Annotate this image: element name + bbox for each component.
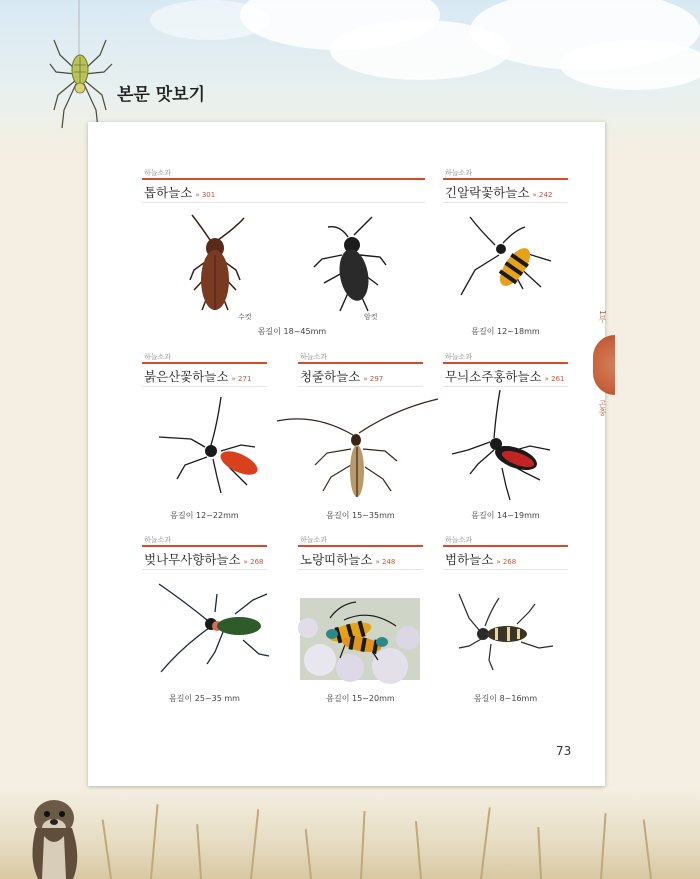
yellow-banded-longhorn-photo	[300, 598, 420, 680]
species-name: 긴알락꽃하늘소 » 242	[445, 185, 553, 200]
size-caption: 몸길이 8~16mm	[473, 694, 538, 703]
male-label: 수컷	[238, 313, 252, 321]
page-ref: » 248	[375, 558, 396, 566]
blue-striped-longhorn-image	[275, 395, 440, 505]
size-caption: 몸길이 25~35 mm	[169, 694, 240, 703]
section-title: 본문 맛보기	[117, 85, 206, 105]
size-caption: 몸길이 12~18mm	[471, 327, 540, 336]
size-caption: 몸길이 12~22mm	[170, 511, 239, 520]
size-caption: 몸길이 18~45mm	[257, 327, 327, 336]
side-tab-label-top: 1부	[598, 310, 607, 324]
species-name: 톱하늘소 » 301	[144, 185, 216, 200]
species-name: 노랑띠하늘소 » 248	[300, 552, 396, 567]
family-label: 하늘소과	[445, 536, 473, 544]
family-label: 하늘소과	[300, 353, 328, 361]
page-ref: » 261	[544, 375, 565, 383]
species-name: 청줄하늘소 » 297	[300, 369, 384, 384]
side-tab-label-bottom: 곤충	[598, 400, 607, 416]
divider	[443, 202, 568, 203]
female-label: 암컷	[364, 313, 378, 321]
sawyer-male-image	[180, 210, 250, 320]
otter-illustration	[18, 788, 93, 879]
size-caption: 몸길이 15~35mm	[326, 511, 395, 520]
accent-rule	[142, 545, 267, 547]
divider	[142, 569, 267, 570]
accent-rule	[298, 362, 423, 364]
family-label: 하늘소과	[445, 169, 473, 177]
page-ref: » 268	[496, 558, 517, 566]
divider	[443, 569, 568, 570]
species-name: 붉은산꽃하늘소 » 271	[144, 369, 252, 384]
family-label: 하늘소과	[300, 536, 328, 544]
family-label: 하늘소과	[144, 169, 172, 177]
page-ref: » 268	[243, 558, 264, 566]
sawyer-female-image	[310, 215, 390, 315]
family-label: 하늘소과	[445, 353, 473, 361]
divider	[142, 386, 267, 387]
chapter-side-tab	[593, 335, 615, 395]
red-black-longhorn-image	[450, 388, 565, 503]
musk-longhorn-image	[155, 582, 275, 682]
red-flower-longhorn-image	[155, 395, 270, 500]
page-ref: » 271	[231, 375, 252, 383]
divider	[298, 569, 423, 570]
family-label: 하늘소과	[144, 536, 172, 544]
spider-illustration	[48, 0, 118, 135]
accent-rule	[443, 178, 568, 180]
divider	[443, 386, 568, 387]
page-ref: » 301	[195, 191, 216, 199]
longhorn-yellow-black-image	[455, 215, 560, 305]
size-caption: 몸길이 15~20mm	[326, 694, 395, 703]
accent-rule	[443, 362, 568, 364]
size-caption: 몸길이 14~19mm	[471, 511, 540, 520]
accent-rule	[142, 362, 267, 364]
page-ref: » 242	[532, 191, 553, 199]
accent-rule	[443, 545, 568, 547]
accent-rule	[142, 178, 425, 180]
species-name: 범하늘소 » 268	[445, 552, 517, 567]
divider	[298, 386, 423, 387]
species-name: 벚나무사향하늘소 » 268	[144, 552, 264, 567]
divider	[142, 202, 425, 203]
page-number: 73	[556, 744, 572, 758]
grass-background	[0, 789, 700, 879]
tiger-longhorn-image	[455, 590, 555, 672]
accent-rule	[298, 545, 423, 547]
species-name: 무늬소주홍하늘소 » 261	[445, 369, 565, 384]
page-ref: » 297	[363, 375, 384, 383]
family-label: 하늘소과	[144, 353, 172, 361]
